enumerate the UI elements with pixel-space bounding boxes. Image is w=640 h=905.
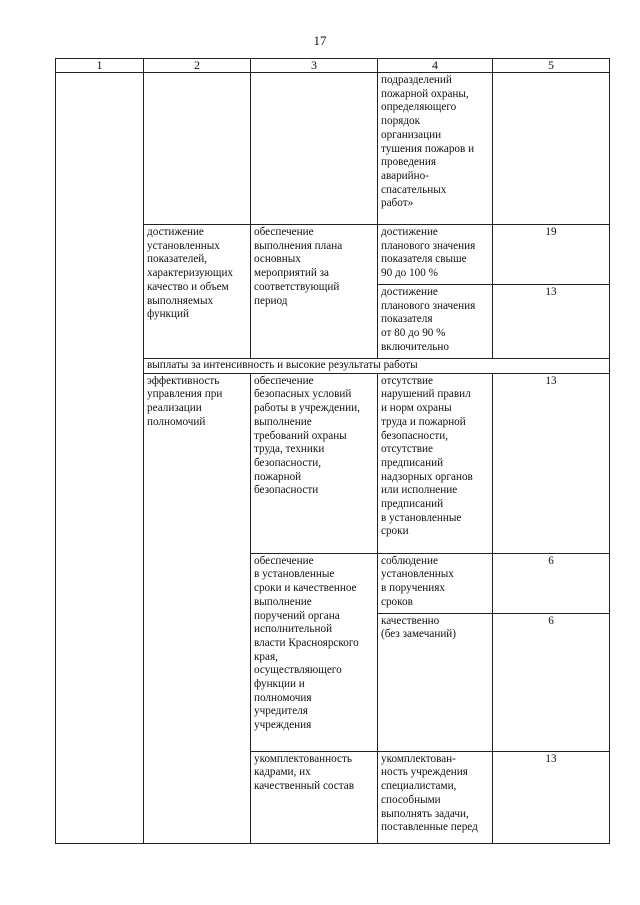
points-cell: 6 bbox=[493, 553, 610, 613]
points-cell: 19 bbox=[493, 225, 610, 285]
column-header-2: 2 bbox=[144, 59, 251, 73]
criterion-cell: обеспечение безопасных условий работы в учреждении, выполнение требований охраны труда, техники безопасности, пожарной безопасности bbox=[251, 373, 378, 553]
points-cell: 6 bbox=[493, 613, 610, 751]
criterion-condition-cell: подразделений пожарной охраны, определяющего порядок организации тушения пожаров и проведения аварийно- спасательных работ» bbox=[378, 73, 493, 225]
points-cell: 13 bbox=[493, 285, 610, 359]
criterion-cell: укомплектованность кадрами, их качественный состав bbox=[251, 751, 378, 843]
column-header-5: 5 bbox=[493, 59, 610, 73]
section-title: выплаты за интенсивность и высокие результаты работы bbox=[144, 359, 610, 374]
criterion-condition-cell: качественно (без замечаний) bbox=[378, 613, 493, 751]
criterion-condition-cell: достижение планового значения показателя свыше 90 до 100 % bbox=[378, 225, 493, 285]
table-cell bbox=[493, 73, 610, 225]
column-header-4: 4 bbox=[378, 59, 493, 73]
column-header-1: 1 bbox=[56, 59, 144, 73]
criterion-cell: обеспечение в установленные сроки и качественное выполнение поручений органа исполнительной власти Красноярского края, осуществляющего функции и полномочия учредителя учреждения bbox=[251, 553, 378, 751]
column-header-3: 3 bbox=[251, 59, 378, 73]
criterion-condition-cell: отсутствие нарушений правил и норм охраны труда и пожарной безопасности, отсутствие предписаний надзорных органов или исполнение предписаний в установленные сроки bbox=[378, 373, 493, 553]
table-cell bbox=[144, 73, 251, 225]
criterion-condition-cell: укомплектован- ность учреждения специалистами, способными выполнять задачи, поставленные перед bbox=[378, 751, 493, 843]
position-cell bbox=[56, 73, 144, 844]
points-cell: 13 bbox=[493, 751, 610, 843]
criteria-table bbox=[55, 58, 610, 844]
table-row bbox=[56, 73, 610, 225]
criterion-cell: обеспечение выполнения плана основных мероприятий за соответствующий период bbox=[251, 225, 378, 359]
header-row bbox=[56, 59, 610, 73]
indicator-name-cell: эффективность управления при реализации полномочий bbox=[144, 373, 251, 843]
criterion-condition-cell: соблюдение установленных в поручениях сроков bbox=[378, 553, 493, 613]
page-number: 17 bbox=[313, 33, 327, 48]
points-cell: 13 bbox=[493, 373, 610, 553]
indicator-name-cell: достижение установленных показателей, характеризующих качество и объем выполняемых функций bbox=[144, 225, 251, 359]
criterion-condition-cell: достижение планового значения показателя от 80 до 90 % включительно bbox=[378, 285, 493, 359]
table-cell bbox=[251, 73, 378, 225]
